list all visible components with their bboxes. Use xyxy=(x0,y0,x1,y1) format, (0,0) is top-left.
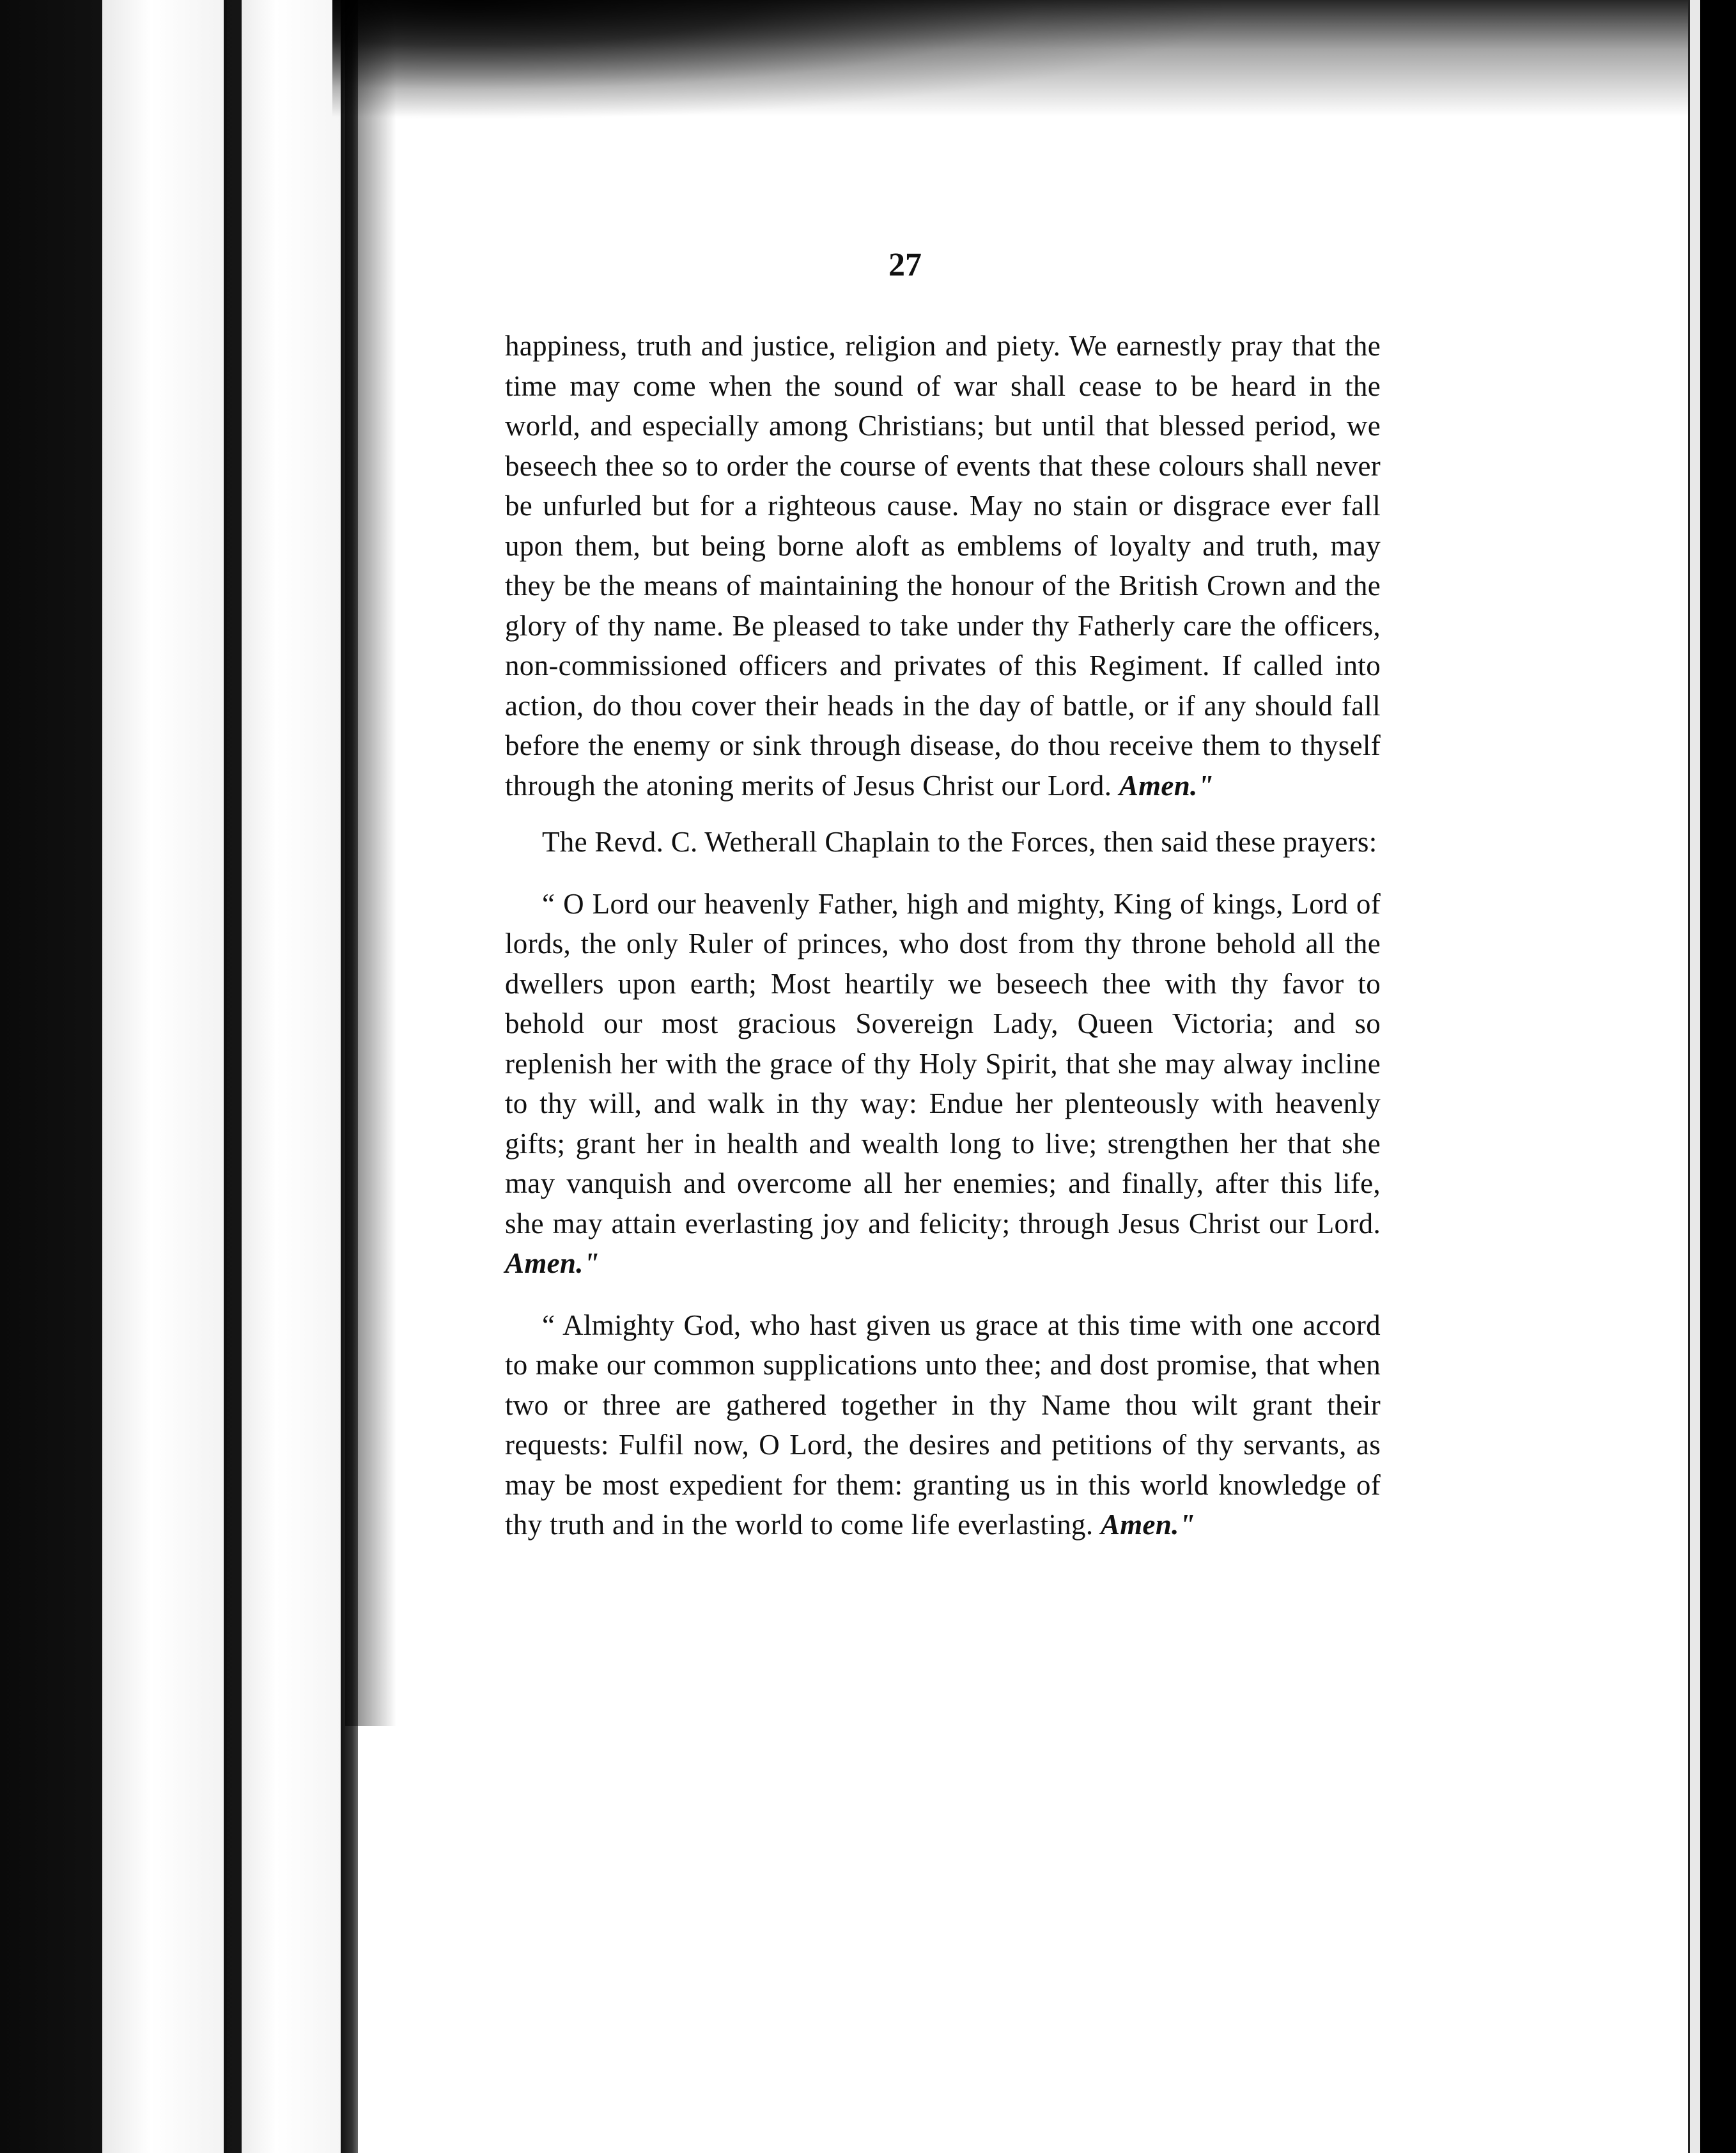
scan-border xyxy=(1700,0,1736,2153)
page-edge-shadow xyxy=(341,0,360,2153)
paragraph xyxy=(505,1305,1381,1545)
paragraph xyxy=(505,884,1381,1284)
page-number: 27 xyxy=(888,247,922,283)
paragraph xyxy=(505,326,1381,805)
amen-closing: Amen." xyxy=(1100,1509,1195,1541)
amen-closing: Amen." xyxy=(1119,769,1214,802)
right-page-edge xyxy=(1688,0,1700,2153)
paragraph-text: happiness, truth and justice, religion and piety. We earnestly pray that the time may come when the sound of war shall cease to be heard in the world, and especially among Christians; but until that blessed period, we beseech thee so to order the course of events that these colours shall never be unfurled but for a righteous cause. May no stain or disgrace ever fall upon them, but being borne aloft as emblems of loyalty and truth, may they be the means of maintaining the honour of the British Crown and the glory of thy name. Be pleased to take under thy Fatherly care the officers, non-commissioned officers and privates of this Regiment. If called into action, do thou cover their heads in the day of battle, or if any should fall before the enemy or sink through disease, do thou receive them to thyself through the atoning merits of Jesus Christ our Lord. xyxy=(505,330,1381,802)
page-edge-line xyxy=(224,0,227,2153)
previous-page-edge xyxy=(242,0,341,2153)
paragraph-text: The Revd. C. Wetherall Chaplain to the Forces, then said these prayers: xyxy=(542,826,1377,858)
previous-page-edge xyxy=(102,0,224,2153)
paragraph xyxy=(505,822,1381,862)
paragraph-text: “ O Lord our heavenly Father, high and mighty, King of kings, Lord of lords, the only Ruler of princes, who dost from thy throne behold all the dwellers upon earth; Most heartily we beseech thee with thy favor to behold our most gracious Sovereign Lady, Queen Victoria; and so replenish her with the grace of thy Holy Spirit, that she may alway incline to thy will, and walk in thy way: Endue her plenteously with heavenly gifts; grant her in health and wealth long to live; strengthen her that she may vanquish and overcome all her enemies; and finally, after this life, she may attain everlasting joy and felicity; through Jesus Christ our Lord. xyxy=(505,887,1381,1240)
amen-closing: Amen." xyxy=(505,1247,600,1279)
body-text xyxy=(505,326,1381,1545)
paragraph-text: “ Almighty God, who hast given us grace at this time with one accord to make our common supplications unto thee; and dost promise, that when two or three are gathered together in thy Name thou wilt grant their requests: Fulfil now, O Lord, the desires and petitions of thy servants, as may be most expedient for them: granting us in this world knowledge of thy truth and in the world to come life everlasting. xyxy=(505,1309,1381,1541)
